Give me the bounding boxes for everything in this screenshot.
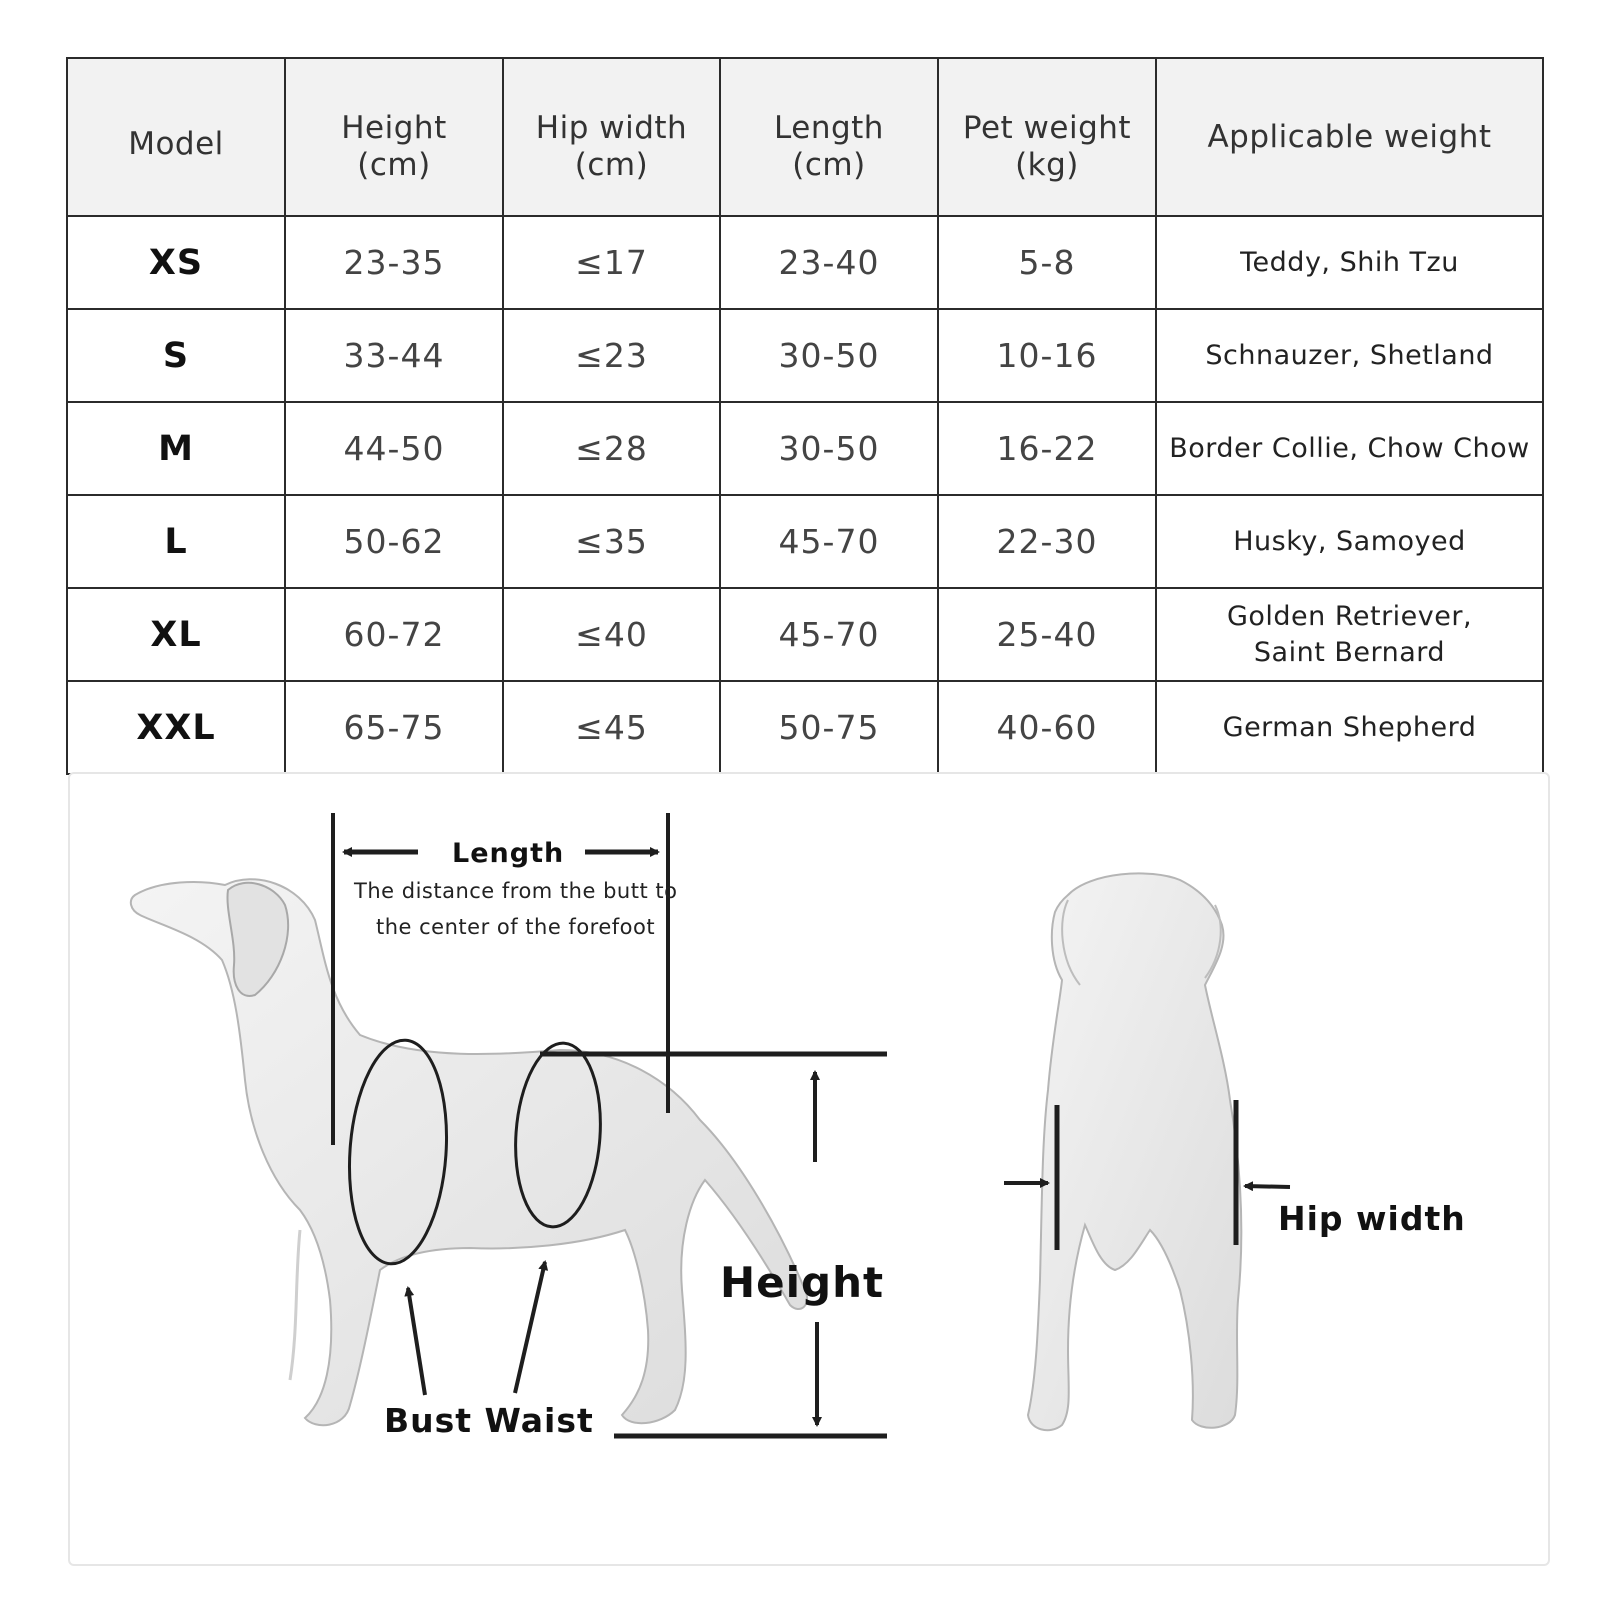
length-description-line: The distance from the butt to: [354, 879, 678, 903]
breeds-line: Teddy, Shih Tzu: [1240, 246, 1459, 278]
header-length-unit: (cm): [792, 147, 866, 183]
hip-width-cell: ≤45: [503, 681, 720, 774]
breeds-line: Husky, Samoyed: [1233, 525, 1466, 557]
height-cell: 23-35: [285, 216, 503, 309]
breeds-line: Schnauzer, Shetland: [1205, 339, 1494, 371]
hip-arrow-right: [1245, 1186, 1290, 1187]
bust-waist-label: Bust Waist: [384, 1401, 594, 1440]
hip-width-label: Hip width: [1278, 1199, 1466, 1238]
length-cell: 45-70: [720, 588, 938, 681]
length-cell: 30-50: [720, 402, 938, 495]
bust-arrow: [408, 1288, 425, 1395]
pet-weight-cell: 5-8: [938, 216, 1156, 309]
length-cell: 23-40: [720, 216, 938, 309]
breeds-line: Saint Bernard: [1253, 636, 1446, 668]
hip-width-cell: ≤40: [503, 588, 720, 681]
breeds-line: Border Collie, Chow Chow: [1169, 432, 1530, 464]
height-label: Height: [720, 1258, 885, 1307]
length-cell: 30-50: [720, 309, 938, 402]
size-cell: XL: [67, 588, 285, 681]
dog-side-view: [131, 879, 807, 1425]
pet-weight-cell: 25-40: [938, 588, 1156, 681]
height-cell: 33-44: [285, 309, 503, 402]
header-hip-width-label: Hip width: [535, 110, 688, 146]
length-label: Length: [452, 838, 565, 869]
header-pet-weight-unit: (kg): [1015, 147, 1079, 183]
height-cell: 60-72: [285, 588, 503, 681]
hip-width-cell: ≤35: [503, 495, 720, 588]
header-model: Model: [67, 58, 285, 216]
size-cell: S: [67, 309, 285, 402]
height-cell: 44-50: [285, 402, 503, 495]
waist-arrow: [515, 1262, 545, 1393]
breeds-line: German Shepherd: [1222, 711, 1477, 743]
size-cell: L: [67, 495, 285, 588]
hip-width-cell: ≤28: [503, 402, 720, 495]
length-description-line: the center of the forefoot: [376, 915, 656, 939]
height-cell: 65-75: [285, 681, 503, 774]
breeds-line: Golden Retriever,: [1226, 600, 1473, 632]
length-cell: 50-75: [720, 681, 938, 774]
pet-weight-cell: 40-60: [938, 681, 1156, 774]
header-height-label: Height: [341, 110, 447, 146]
length-cell: 45-70: [720, 495, 938, 588]
size-cell: XXL: [67, 681, 285, 774]
pet-weight-cell: 22-30: [938, 495, 1156, 588]
header-applicable-weight: Applicable weight: [1156, 58, 1543, 216]
hip-width-cell: ≤23: [503, 309, 720, 402]
header-pet-weight-label: Pet weight: [962, 110, 1132, 146]
pet-weight-cell: 16-22: [938, 402, 1156, 495]
pet-weight-cell: 10-16: [938, 309, 1156, 402]
dog-rear-view: [1028, 873, 1241, 1430]
hip-width-cell: ≤17: [503, 216, 720, 309]
size-cell: XS: [67, 216, 285, 309]
size-cell: M: [67, 402, 285, 495]
header-length-label: Length: [774, 110, 884, 146]
header-height-unit: (cm): [357, 147, 431, 183]
height-cell: 50-62: [285, 495, 503, 588]
header-hip-width-unit: (cm): [574, 147, 649, 183]
